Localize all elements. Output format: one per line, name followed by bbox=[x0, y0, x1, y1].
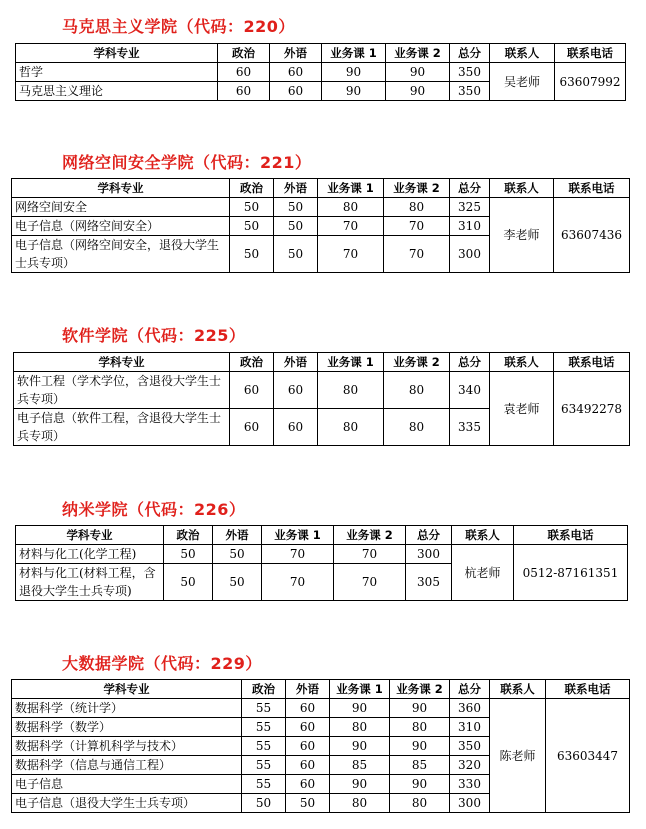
score-table bbox=[15, 525, 628, 601]
table-row bbox=[16, 63, 626, 82]
cell-course1: 80 bbox=[330, 794, 390, 813]
cell-contact: 袁老师 bbox=[490, 372, 554, 446]
cell-course1: 90 bbox=[330, 737, 390, 756]
cell-phone: 0512-87161351 bbox=[514, 545, 628, 601]
table-header-row bbox=[12, 680, 630, 699]
cell-foreign: 60 bbox=[274, 372, 318, 409]
header-foreign: 外语 bbox=[270, 44, 322, 63]
cell-politics: 50 bbox=[164, 564, 213, 601]
cell-foreign: 60 bbox=[270, 82, 322, 101]
cell-politics: 50 bbox=[230, 217, 274, 236]
header-course1: 业务课 1 bbox=[322, 44, 386, 63]
cell-total: 310 bbox=[450, 217, 490, 236]
cell-course2: 90 bbox=[390, 775, 450, 794]
cell-course1: 70 bbox=[318, 236, 384, 273]
cell-politics: 55 bbox=[242, 775, 286, 794]
header-course2: 业务课 2 bbox=[384, 353, 450, 372]
cell-major: 电子信息（退役大学生士兵专项） bbox=[12, 794, 242, 813]
cell-foreign: 50 bbox=[274, 217, 318, 236]
cell-total: 350 bbox=[450, 737, 490, 756]
cell-course2: 90 bbox=[386, 63, 450, 82]
header-course1: 业务课 1 bbox=[330, 680, 390, 699]
cell-course2: 70 bbox=[334, 564, 406, 601]
header-major: 学科专业 bbox=[16, 526, 164, 545]
cell-total: 300 bbox=[450, 236, 490, 273]
header-major: 学科专业 bbox=[14, 353, 230, 372]
header-foreign: 外语 bbox=[213, 526, 262, 545]
cell-course2: 80 bbox=[390, 794, 450, 813]
section-title: 大数据学院（代码：229） bbox=[62, 654, 262, 673]
cell-total: 340 bbox=[450, 372, 490, 409]
cell-politics: 55 bbox=[242, 737, 286, 756]
cell-course1: 80 bbox=[330, 718, 390, 737]
cell-course2: 90 bbox=[390, 737, 450, 756]
cell-foreign: 60 bbox=[270, 63, 322, 82]
cell-course1: 70 bbox=[262, 564, 334, 601]
cell-total: 310 bbox=[450, 718, 490, 737]
header-course2: 业务课 2 bbox=[390, 680, 450, 699]
cell-course1: 90 bbox=[330, 699, 390, 718]
table-header-row bbox=[12, 179, 630, 198]
cell-total: 350 bbox=[450, 63, 490, 82]
header-phone: 联系电话 bbox=[514, 526, 628, 545]
cell-phone: 63603447 bbox=[546, 699, 630, 813]
section-title: 网络空间安全学院（代码：221） bbox=[62, 153, 312, 172]
cell-major: 电子信息 bbox=[12, 775, 242, 794]
cell-course1: 80 bbox=[318, 198, 384, 217]
cell-phone: 63607436 bbox=[554, 198, 630, 273]
cell-course2: 70 bbox=[384, 217, 450, 236]
cell-foreign: 60 bbox=[286, 775, 330, 794]
cell-major: 数据科学（统计学） bbox=[12, 699, 242, 718]
header-politics: 政治 bbox=[164, 526, 213, 545]
cell-major: 电子信息（网络空间安全） bbox=[12, 217, 230, 236]
cell-major: 数据科学（数学） bbox=[12, 718, 242, 737]
cell-politics: 60 bbox=[218, 63, 270, 82]
cell-politics: 60 bbox=[230, 372, 274, 409]
cell-course1: 80 bbox=[318, 409, 384, 446]
score-table bbox=[13, 352, 630, 446]
section-title: 马克思主义学院（代码：220） bbox=[62, 17, 295, 36]
cell-total: 360 bbox=[450, 699, 490, 718]
header-foreign: 外语 bbox=[286, 680, 330, 699]
cell-course1: 90 bbox=[330, 775, 390, 794]
cell-total: 350 bbox=[450, 82, 490, 101]
cell-foreign: 60 bbox=[286, 737, 330, 756]
header-foreign: 外语 bbox=[274, 353, 318, 372]
header-politics: 政治 bbox=[242, 680, 286, 699]
header-total: 总分 bbox=[450, 353, 490, 372]
score-table bbox=[11, 178, 630, 273]
cell-phone: 63492278 bbox=[554, 372, 630, 446]
cell-politics: 50 bbox=[242, 794, 286, 813]
cell-total: 330 bbox=[450, 775, 490, 794]
header-phone: 联系电话 bbox=[554, 353, 630, 372]
cell-foreign: 60 bbox=[286, 718, 330, 737]
cell-foreign: 60 bbox=[286, 699, 330, 718]
header-total: 总分 bbox=[450, 680, 490, 699]
header-total: 总分 bbox=[406, 526, 452, 545]
header-contact: 联系人 bbox=[490, 179, 554, 198]
cell-foreign: 60 bbox=[286, 756, 330, 775]
header-total: 总分 bbox=[450, 44, 490, 63]
cell-course2: 90 bbox=[386, 82, 450, 101]
cell-course1: 80 bbox=[318, 372, 384, 409]
cell-total: 325 bbox=[450, 198, 490, 217]
header-contact: 联系人 bbox=[490, 680, 546, 699]
cell-major: 数据科学（计算机科学与技术） bbox=[12, 737, 242, 756]
header-politics: 政治 bbox=[218, 44, 270, 63]
cell-contact: 吴老师 bbox=[490, 63, 555, 101]
cell-politics: 55 bbox=[242, 699, 286, 718]
cell-course1: 85 bbox=[330, 756, 390, 775]
score-table bbox=[15, 43, 626, 101]
cell-foreign: 50 bbox=[274, 236, 318, 273]
cell-major: 网络空间安全 bbox=[12, 198, 230, 217]
header-contact: 联系人 bbox=[490, 44, 555, 63]
header-politics: 政治 bbox=[230, 353, 274, 372]
table-header-row bbox=[14, 353, 630, 372]
cell-major: 电子信息（软件工程，含退役大学生士兵专项） bbox=[14, 409, 230, 446]
header-course2: 业务课 2 bbox=[386, 44, 450, 63]
section-title: 软件学院（代码：225） bbox=[62, 326, 246, 345]
header-contact: 联系人 bbox=[490, 353, 554, 372]
header-course1: 业务课 1 bbox=[318, 353, 384, 372]
section-title: 纳米学院（代码：226） bbox=[62, 500, 246, 519]
cell-major: 哲学 bbox=[16, 63, 218, 82]
header-phone: 联系电话 bbox=[546, 680, 630, 699]
cell-course1: 90 bbox=[322, 82, 386, 101]
header-politics: 政治 bbox=[230, 179, 274, 198]
cell-major: 电子信息（网络空间安全，退役大学生士兵专项） bbox=[12, 236, 230, 273]
header-major: 学科专业 bbox=[16, 44, 218, 63]
cell-course2: 85 bbox=[390, 756, 450, 775]
cell-phone: 63607992 bbox=[555, 63, 626, 101]
score-table bbox=[11, 679, 630, 813]
cell-foreign: 50 bbox=[213, 564, 262, 601]
cell-politics: 60 bbox=[218, 82, 270, 101]
header-major: 学科专业 bbox=[12, 179, 230, 198]
cell-course1: 70 bbox=[318, 217, 384, 236]
cell-foreign: 50 bbox=[274, 198, 318, 217]
table-row bbox=[16, 545, 628, 564]
table-header-row bbox=[16, 526, 628, 545]
cell-total: 335 bbox=[450, 409, 490, 446]
cell-politics: 55 bbox=[242, 718, 286, 737]
cell-contact: 杭老师 bbox=[452, 545, 514, 601]
cell-total: 305 bbox=[406, 564, 452, 601]
header-phone: 联系电话 bbox=[555, 44, 626, 63]
header-major: 学科专业 bbox=[12, 680, 242, 699]
cell-foreign: 60 bbox=[274, 409, 318, 446]
header-contact: 联系人 bbox=[452, 526, 514, 545]
cell-course1: 90 bbox=[322, 63, 386, 82]
cell-major: 数据科学（信息与通信工程） bbox=[12, 756, 242, 775]
cell-course2: 90 bbox=[390, 699, 450, 718]
cell-foreign: 50 bbox=[213, 545, 262, 564]
cell-contact: 李老师 bbox=[490, 198, 554, 273]
table-row bbox=[12, 699, 630, 718]
cell-total: 300 bbox=[406, 545, 452, 564]
cell-foreign: 50 bbox=[286, 794, 330, 813]
table-header-row bbox=[16, 44, 626, 63]
cell-major: 马克思主义理论 bbox=[16, 82, 218, 101]
cell-politics: 50 bbox=[230, 236, 274, 273]
cell-total: 320 bbox=[450, 756, 490, 775]
cell-course2: 80 bbox=[384, 409, 450, 446]
header-foreign: 外语 bbox=[274, 179, 318, 198]
cell-course2: 80 bbox=[390, 718, 450, 737]
cell-course2: 80 bbox=[384, 198, 450, 217]
cell-major: 材料与化工(材料工程，含退役大学生士兵专项) bbox=[16, 564, 164, 601]
cell-course2: 80 bbox=[384, 372, 450, 409]
cell-politics: 50 bbox=[230, 198, 274, 217]
cell-politics: 50 bbox=[164, 545, 213, 564]
cell-course2: 70 bbox=[384, 236, 450, 273]
cell-total: 300 bbox=[450, 794, 490, 813]
header-course2: 业务课 2 bbox=[334, 526, 406, 545]
table-row bbox=[12, 198, 630, 217]
header-phone: 联系电话 bbox=[554, 179, 630, 198]
cell-politics: 60 bbox=[230, 409, 274, 446]
header-course2: 业务课 2 bbox=[384, 179, 450, 198]
header-total: 总分 bbox=[450, 179, 490, 198]
header-course1: 业务课 1 bbox=[262, 526, 334, 545]
cell-major: 材料与化工(化学工程) bbox=[16, 545, 164, 564]
cell-course1: 70 bbox=[262, 545, 334, 564]
cell-contact: 陈老师 bbox=[490, 699, 546, 813]
cell-politics: 55 bbox=[242, 756, 286, 775]
cell-course2: 70 bbox=[334, 545, 406, 564]
table-row bbox=[14, 372, 630, 409]
cell-major: 软件工程（学术学位，含退役大学生士兵专项） bbox=[14, 372, 230, 409]
header-course1: 业务课 1 bbox=[318, 179, 384, 198]
